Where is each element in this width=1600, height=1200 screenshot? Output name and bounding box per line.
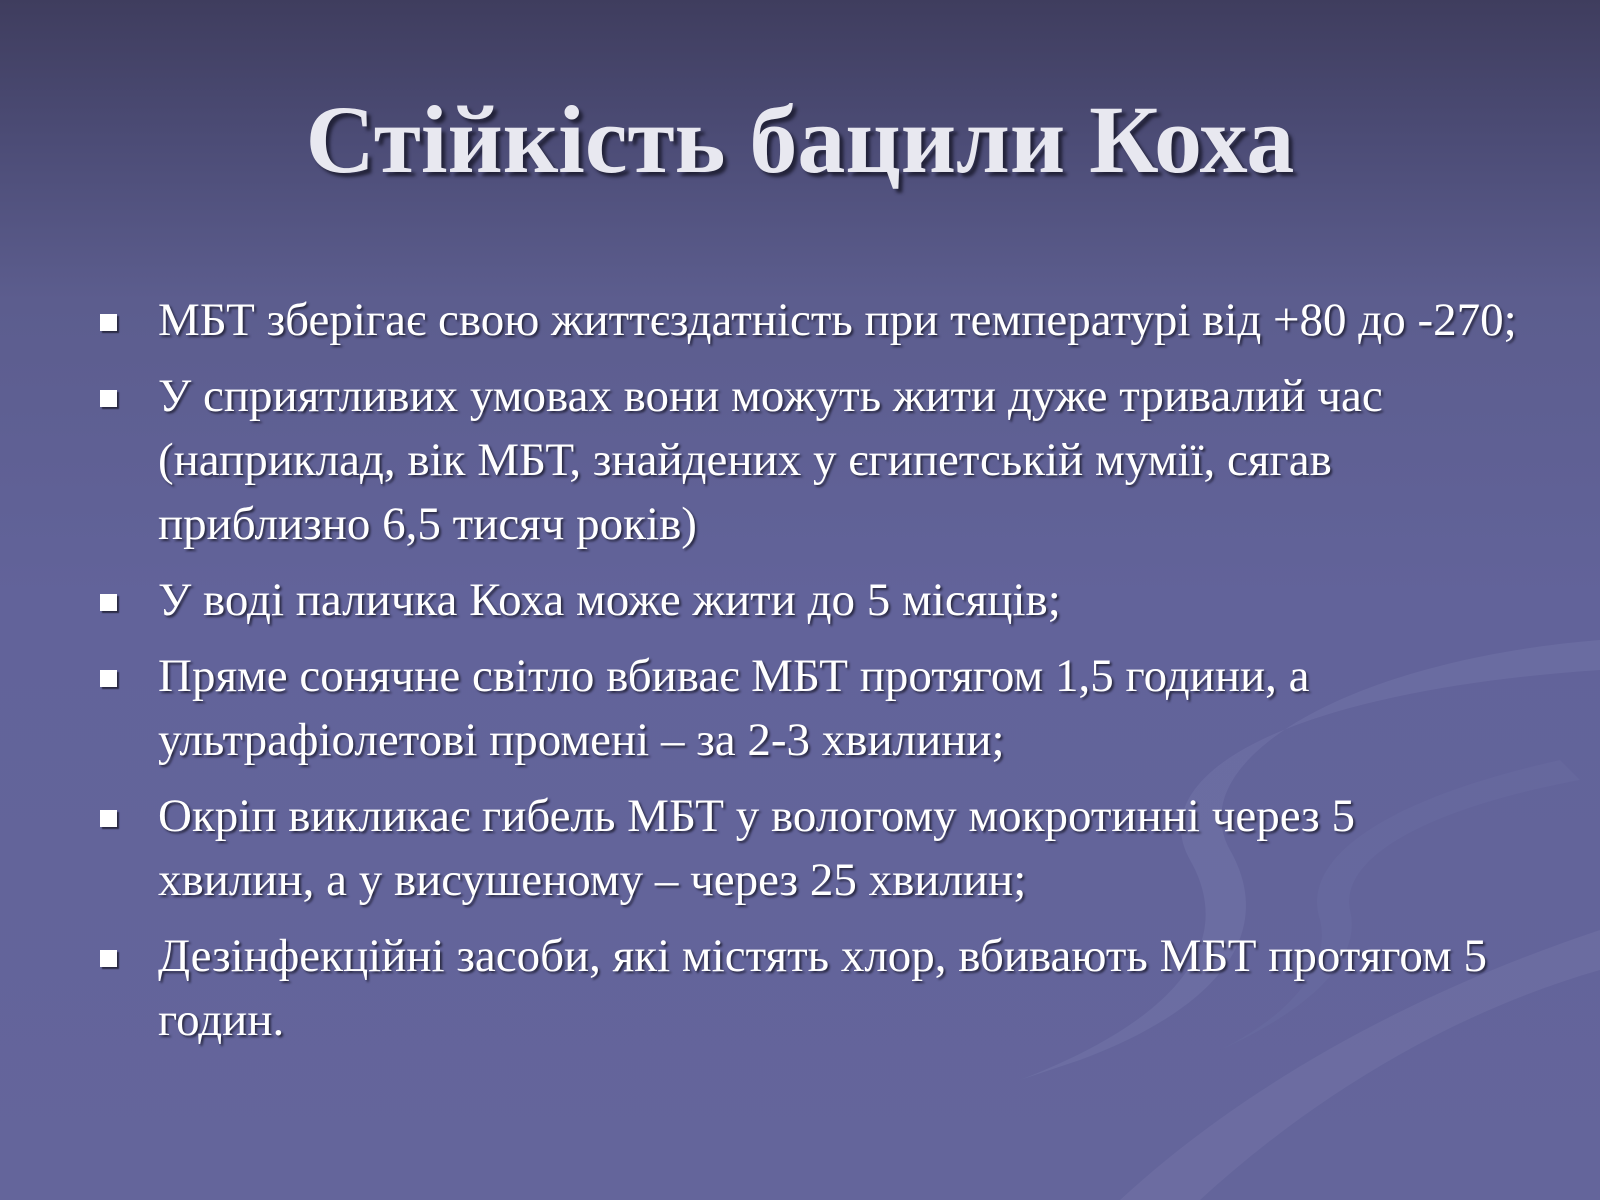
bullet-item [98, 364, 1518, 556]
square-bullet-icon [100, 950, 117, 967]
bullet-list [98, 288, 1518, 1064]
slide-title: Стійкість бацили Коха [305, 86, 1295, 193]
square-bullet-icon [100, 390, 117, 407]
square-bullet-icon [100, 670, 117, 687]
bullet-text: У воді паличка Коха може жити до 5 місяців; [158, 574, 1061, 626]
square-bullet-icon [100, 810, 117, 827]
bullet-item [98, 784, 1518, 912]
bullet-text: Пряме сонячне світло вбиває МБТ протягом 1,5 години, а ультрафіолетові промені – за 2-3 хвилини; [158, 650, 1310, 766]
bullet-text: Окріп викликає гибель МБТ у вологому мокротинні через 5 хвилин, а у висушеному – через 25 хвилин; [158, 790, 1355, 906]
bullet-item [98, 924, 1518, 1052]
square-bullet-icon [100, 314, 117, 331]
bullet-text: У сприятливих умовах вони можуть жити дуже тривалий час (наприклад, вік МБТ, знайдених у єгипетській мумії, сягав приблизно 6,5 тисяч років) [158, 370, 1383, 550]
bullet-item [98, 288, 1518, 352]
bullet-item [98, 568, 1518, 632]
bullet-item [98, 644, 1518, 772]
bullet-text: Дезінфекційні засоби, які містять хлор, вбивають МБТ протягом 5 годин. [158, 930, 1487, 1046]
square-bullet-icon [100, 594, 117, 611]
bullet-text: МБТ зберігає свою життєздатність при температурі від +80 до -270; [158, 294, 1517, 346]
